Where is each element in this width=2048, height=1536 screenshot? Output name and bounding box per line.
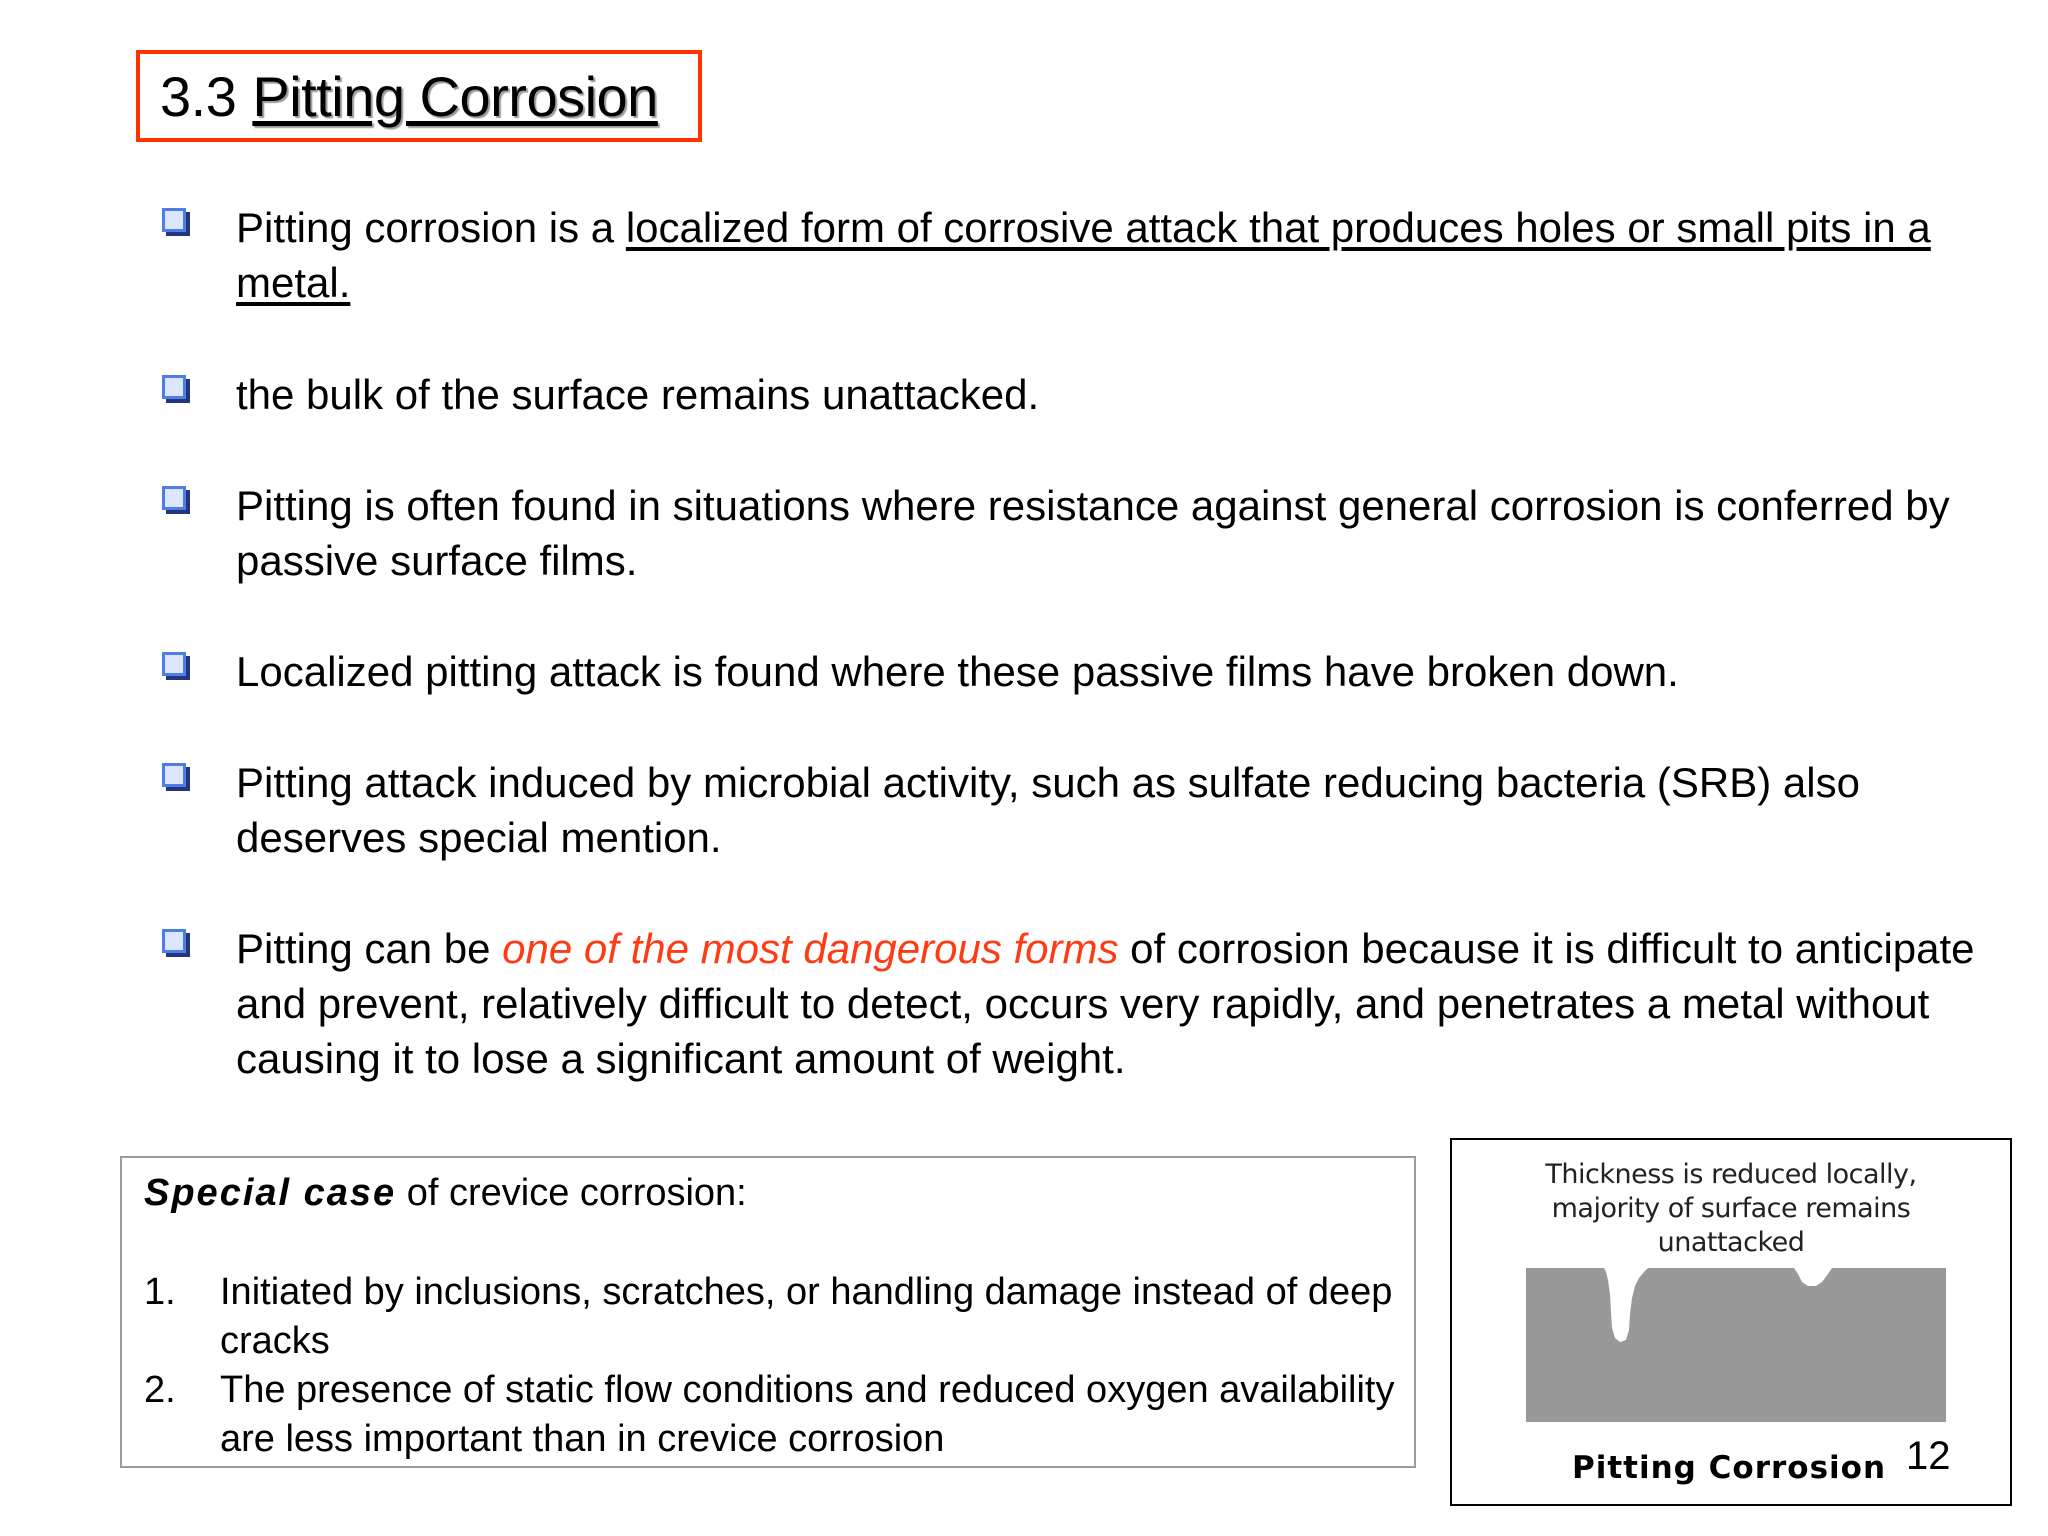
metal-cross-section (1526, 1268, 1946, 1422)
section-number: 3.3 (160, 64, 237, 128)
item-text: The presence of static flow conditions and reduced oxygen availability are less important than in crevice corrosion (220, 1369, 1395, 1460)
bullet-text: Localized pitting attack is found where these passive films have broken down. (236, 648, 1679, 695)
checkbox-bullet-icon (162, 652, 186, 676)
underlined-definition: localized form of corrosive attack that produces holes or small pits in a metal. (236, 204, 1931, 306)
bullet-text: Pitting can be one of the most dangerous forms of corrosion because it is difficult to anticipate and prevent, relatively difficult to detect, occurs very rapidly, and penetrates a metal without causing it to lose a significant amount of weight. (236, 925, 1975, 1082)
metal-surface-with-pits (1526, 1268, 1946, 1422)
bullet-text: Pitting is often found in situations where resistance against general corrosion is conferred by passive surface films. (236, 482, 1950, 584)
page-number: 12 (1906, 1434, 1951, 1478)
checkbox-bullet-icon (162, 763, 186, 787)
bullet-text: Pitting corrosion is a localized form of corrosive attack that produces holes or small pits in a metal. (236, 204, 1931, 306)
title-text: Pitting Corrosion (252, 64, 658, 128)
bullet-text: Pitting attack induced by microbial activity, such as sulfate reducing bacteria (SRB) also deserves special mention. (236, 759, 1860, 861)
bullet-text: the bulk of the surface remains unattacked. (236, 371, 1040, 418)
checkbox-bullet-icon (162, 929, 186, 953)
slide-title (136, 50, 702, 142)
item-number: 1. (144, 1271, 176, 1313)
checkbox-bullet-icon (162, 208, 186, 232)
figure-caption: Thickness is reduced locally, majority of surface remains unattacked (1545, 1159, 1917, 1258)
figure-label: Pitting Corrosion (1572, 1450, 1887, 1486)
item-number: 2. (144, 1369, 176, 1411)
highlighted-phrase: one of the most dangerous forms (502, 925, 1119, 972)
special-case-heading: Special case of crevice corrosion: (144, 1172, 747, 1214)
item-text: Initiated by inclusions, scratches, or handling damage instead of deep cracks (220, 1271, 1393, 1362)
special-case-box (120, 1156, 1416, 1468)
checkbox-bullet-icon (162, 486, 186, 510)
checkbox-bullet-icon (162, 375, 186, 399)
